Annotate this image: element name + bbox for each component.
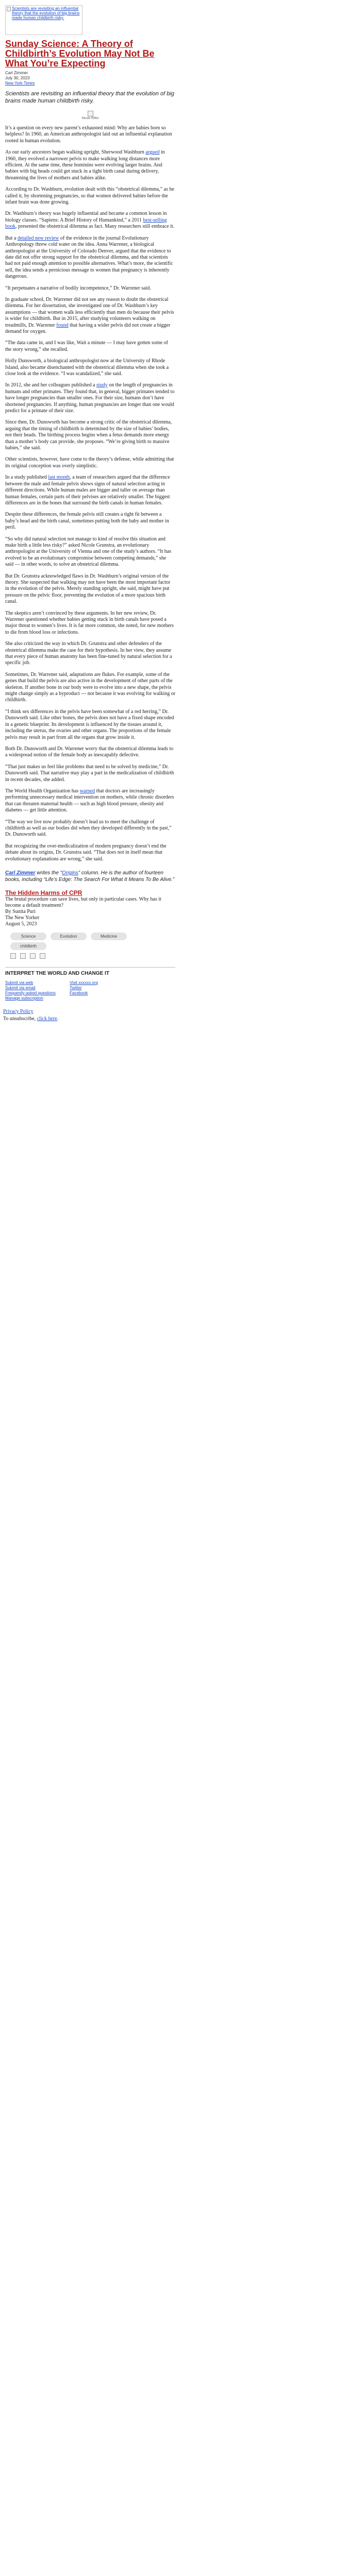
source-link[interactable]: New York Times <box>5 81 35 86</box>
detailed-review-link[interactable]: detailed new review <box>17 235 59 241</box>
paragraph: “I think sex differences in the pelvis have been somewhat of a red herring,” Dr. Dunsworth said. Like other bones, the pelvis does not have a fixed shape encoded in a genetic blueprint. Its development is influenced by the tissues around it, including the uterus, the ovaries and other organs. The proportions of the female pelvis may result in part from all the organs that grow inside it. <box>5 708 174 740</box>
paragraph-text: on the length of pregnancies in humans and other primates. They found that, in general, bigger primates tended to have longer pregnancies than smaller ones. For their size, humans don’t have shortened pregnancies. If anything, human pregnancies are longer than one would predict for a primate of their size. <box>5 382 175 414</box>
unsubscribe-text: To unsubscribe, <box>3 1016 37 1022</box>
paragraph: Since then, Dr. Dunsworth has become a strong critic of the obstetrical dilemma, arguing that the timing of childbirth is determined by the size of babies’ bodies, not their heads. The birthing process begins when a fetus demands more energy than a mother’s body can provide, she proposes. “We’re giving birth to massive babies,” she said. <box>5 419 172 451</box>
paragraph-text: , a team of researchers argued that the difference between the male and female pelvis shows signs of natural selection acting in different directions. While human males are bigger and taller on average than human females, certain parts of their pelvises are relatively smaller. The biggest differences are in the bones that surround the birth canals in human females. <box>5 474 170 506</box>
paragraph-text: But a <box>5 235 18 241</box>
paragraph-text: In a study published <box>5 474 48 481</box>
paragraph: “The data came in, and I was like, Wait a minute — I may have gotten some of the story wrong,” she recalled. <box>5 340 168 352</box>
visit-site-link[interactable]: Visit xxxxxx.org <box>70 980 98 985</box>
hero-image-alt-text: Scientists are revisiting an influential theory that the evolution of big brains made human childbirth risky. <box>12 6 80 20</box>
promo-author: By Sunita Puri <box>5 909 36 914</box>
credit-text: ” column. He is the author of fourteen books, including “Life’s Edge: The Search For What It Means To Be Alive.” <box>5 870 175 883</box>
footer-divider <box>5 967 175 968</box>
author-credit-link[interactable] <box>5 870 35 876</box>
footer-links-right <box>70 980 134 1001</box>
tag-chip[interactable]: Science <box>10 933 46 940</box>
paragraph: The skeptics aren’t convinced by these arguments. In her new review, Dr. Warrener questioned whether babies getting stuck in birth canals have posed a major threat to women’s lives. It is far more common, she noted, for new mothers to die from blood loss or infections. <box>5 610 174 635</box>
privacy-policy-link[interactable]: Privacy Policy <box>3 1009 34 1014</box>
paragraph: “The way we live now probably doesn’t lead us to meet the challenge of childbirth as well as our bodies did when they developed differently in the past,” Dr. Dunsworth said. <box>5 819 172 838</box>
share-icon[interactable] <box>20 953 26 959</box>
paragraph-text: of the evidence in the journal Evolutionary Anthropology threw cold water on the idea. Anna Warrener, a biological anthropologist at the University of Colorado Denver, argued that the evidence to date did not offer strong support for the obstetrical dilemma, and that scientists had not paid enough attention to possible alternatives. What’s more, the scientific sell, the idea sends a pernicious message to women that pregnancy is inherently dangerous. <box>5 235 173 280</box>
paragraph: Sometimes, Dr. Warrener said, adaptations are flukes. For example, some of the genes that build the pelvis are also active in the development of other parts of the skeleton. If another bone in our body were to evolve into a new shape, the pelvis might change simply as a byproduct — not because it was evolving for walking or childbirth. <box>5 671 175 703</box>
paragraph: She also criticized the way in which Dr. Grunstra and other defenders of the obstetrical dilemma make the case for their hypothesis. In her view, they assume that every piece of human anatomy has been fine-tuned by natural selection for a specific job. <box>5 641 172 666</box>
footer-links <box>5 980 134 1001</box>
paragraph: “It perpetuates a narrative of bodily incompetence,” Dr. Warrener said. <box>5 285 151 291</box>
share-icon[interactable] <box>30 953 36 959</box>
manage-subscription-link[interactable]: Manage subscription <box>5 996 43 1001</box>
promo-date: August 5, 2023 <box>5 921 37 927</box>
footer-links-left <box>5 980 70 1001</box>
promo-text: The brutal procedure can save lives, but only in particular cases. Why has it become a default treatment? <box>5 896 161 908</box>
paragraph-text: , presented the obstetrical dilemma as fact. Many researchers still embrace it. <box>15 224 175 230</box>
paragraph <box>5 788 175 814</box>
paragraph <box>5 297 175 335</box>
paragraph: According to Dr. Washburn, evolution dealt with this “obstetrical dilemma,” as he called it, by shortening pregnancies, so that women delivered babies before the infant brain was done growing. <box>5 187 174 206</box>
email-legal <box>3 1008 361 1023</box>
tag-chip[interactable]: Medicine <box>91 933 127 940</box>
hero-image-placeholder[interactable] <box>5 5 83 35</box>
paragraph-text: The World Health Organization has <box>5 788 80 794</box>
tag-chip[interactable]: childbirth <box>10 942 46 950</box>
paragraph-text: Dr. Washburn’s theory was hugely influential and became a common lesson in biology classes. “Sapiens: A Brief History of Humankind,” a 2011 <box>5 211 167 223</box>
paragraph: Both Dr. Dunsworth and Dr. Warrener worry that the obstetrical dilemma leads to a widespread notion of the female body as inescapably defective. <box>5 745 174 758</box>
paragraph: But Dr. Grunstra acknowledged flaws in Dr. Washburn’s original version of the theory. She suspected that walking may not have been the most important factor in the evolution of the pelvis. Merely standing upright, she said, might have put pressure on the pelvic floor, preventing the evolution of a more spacious birth canal. <box>5 573 171 605</box>
author-credit <box>5 870 175 883</box>
email-body <box>5 5 175 1001</box>
newsletter-footer <box>5 971 175 1001</box>
unsubscribe-link[interactable]: click here <box>37 1016 57 1022</box>
paragraph: It’s a question on every new parent’s exhausted mind: Why are babies born so helpless? In 1960, an American anthropologist laid out an influential explanation rooted in human evolution. <box>5 125 172 144</box>
tag-chip[interactable]: Evolution <box>51 933 87 940</box>
submit-web-link[interactable]: Submit via web <box>5 980 34 985</box>
best-selling-book-link[interactable]: best-selling book <box>5 217 167 230</box>
paragraph <box>5 211 175 230</box>
newsletter-page <box>0 0 361 1033</box>
promo-publication: The New Yorker <box>5 915 40 921</box>
argued-link[interactable]: argued <box>145 149 160 156</box>
submit-email-link[interactable]: Submit via email <box>5 986 36 990</box>
faq-link[interactable]: Frequently asked questions <box>5 991 56 995</box>
paragraph-text: As our early ancestors began walking upright, Sherwood Washburn <box>5 149 146 156</box>
article-photo <box>81 111 99 120</box>
paragraph <box>5 149 175 181</box>
paragraph: “That just makes us feel like problems that need to be solved by medicine,” Dr. Dunsworth said. That narrative may play a part in the medicalization of childbirth in recent decades, she added. <box>5 764 174 783</box>
facebook-link[interactable]: Facebook <box>70 991 88 995</box>
promo-title-link[interactable]: The Hidden Harms of CPR <box>5 889 83 896</box>
paragraph <box>5 235 175 280</box>
paragraph: Other scientists, however, have come to the theory’s defense, while admitting that its original conception was overly simplistic. <box>5 456 174 469</box>
author-credit-name: Carl Zimmer <box>5 870 36 876</box>
broken-image-icon <box>7 7 11 11</box>
paragraph-text: that having a wider pelvis did not create a bigger demand for oxygen. <box>5 322 171 334</box>
author-name: Carl Zimmer <box>5 71 28 75</box>
paragraph: But recognizing the over-medicalization of modern pregnancy doesn’t end the debate about its origins, Dr. Grunstra said. “That does not in itself mean that evolutionary explanations are wrong,” she said. <box>5 843 167 862</box>
unsubscribe-line <box>3 1015 361 1023</box>
paragraph-text: in 1960, they evolved a narrower pelvis to make walking long distances more efficient. At the same time, these hominins were evolving larger brains. And babies with big heads could get stuck in a tight birth canal during delivery, threatening the lives of mothers and babies alike. <box>5 149 165 181</box>
found-link[interactable]: found <box>56 322 69 328</box>
tag-list <box>10 933 139 950</box>
article-dek: Scientists are revisiting an influential theory that the evolution of big brains made human childbirth risky. <box>5 91 174 104</box>
article-body <box>5 125 175 862</box>
paragraph: “So why did natural selection not manage to kind of resolve this situation and make birth a little less risky?” asked Nicole Grunstra, an evolutionary anthropologist at the University of Vienna and one of the study’s authors. “It has evolved to be an evolutionary compromise between competing demands,” she said — in other words, to solve an obstetrical dilemma. <box>5 536 171 568</box>
paragraph <box>5 382 175 414</box>
share-icon[interactable] <box>40 953 45 959</box>
publish-date: July 30, 2023 <box>5 76 30 80</box>
byline <box>5 71 175 86</box>
paragraph <box>5 474 175 506</box>
paragraph-text: In graduate school, Dr. Warrener did not see any reason to doubt the obstetrical dilemma. For her dissertation, she investigated one of Dr. Washburn’s key assumptions — that women walk less efficiently than men do because their pelvis is wider for childbirth. But in 2015, after studying volunteers walking on treadmills, Dr. Warrener <box>5 296 174 328</box>
paragraph-text: In 2012, she and her colleagues published a <box>5 382 96 388</box>
study-link[interactable]: study <box>96 382 108 388</box>
unsubscribe-end: . <box>57 1016 59 1022</box>
social-icons <box>10 953 175 959</box>
footer-title: INTERPRET THE WORLD AND CHANGE IT <box>5 971 109 976</box>
photo-credit: Nicole Rifkin <box>81 117 99 120</box>
broken-image-icon <box>88 111 93 116</box>
article-title[interactable]: Sunday Science: A Theory of Childbirth’s Evolution May Not Be What You’re Expecting <box>5 39 155 69</box>
share-icon[interactable] <box>10 953 16 959</box>
paragraph-text: that doctors are increasingly performing unnecessary medical intervention on mothers, while chronic disorders that can threaten maternal health — such as high blood pressure, obesity and diabetes — get little attention. <box>5 788 174 814</box>
paragraph: Holly Dunsworth, a biological anthropologist now at the University of Rhode Island, also became disenchanted with the obstetrical dilemma when she took a close look at the evidence. “I was scandalized,” she said. <box>5 358 169 377</box>
credit-text: writes the “ <box>35 870 62 876</box>
twitter-link[interactable]: Twitter <box>70 986 82 990</box>
related-article-promo <box>5 889 175 927</box>
last-month-link[interactable]: last month <box>48 474 70 481</box>
warned-link[interactable]: warned <box>79 788 95 794</box>
paragraph: Despite these differences, the female pelvis still creates a tight fit between a baby’s head and the birth canal, sometimes putting both the baby and mother in peril. <box>5 512 169 531</box>
origins-column-link[interactable]: Origins <box>62 870 78 876</box>
